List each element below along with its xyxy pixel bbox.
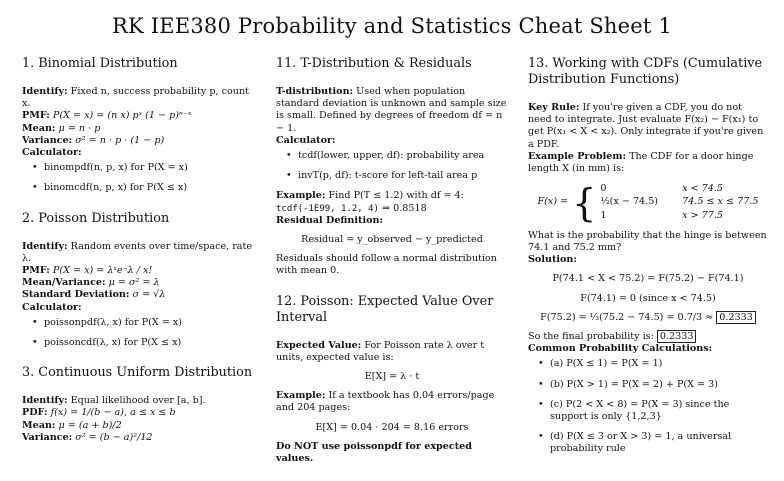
residual-note: Residuals should follow a normal distribution with mean 0.: [276, 253, 497, 277]
case-expr: 1: [600, 209, 607, 221]
example-problem-label: Example Problem:: [528, 150, 627, 162]
list-item: • binompdf(n, p, x) for P(X = x): [44, 162, 259, 174]
calculator-label: [22, 302, 259, 314]
left-brace-icon: {: [572, 180, 597, 225]
section-poisson-expected-value: [276, 294, 508, 466]
cdf-cases: [600, 183, 758, 222]
residual-label-text: Residual Definition:: [276, 214, 384, 226]
list-item: • (c) P(2 < X < 8) = P(X = 3) since the support is only {1,2,3}: [550, 399, 768, 423]
list-item: • tcdf(lower, upper, df): probability area: [298, 150, 508, 162]
column-2: [276, 56, 508, 481]
example-label: Example:: [276, 390, 326, 402]
warning-text: Do NOT use poissonpdf for expected values.: [276, 440, 472, 465]
cdf-lhs: F(x) =: [537, 196, 569, 208]
meanvar-label: Mean/Variance:: [22, 277, 106, 289]
example-formula: E[X] = 0.04 · 204 = 8.16 errors: [315, 421, 469, 433]
ev-formula: E[X] = λ · t: [364, 371, 420, 383]
section-poisson: [22, 211, 259, 350]
example-line: [276, 390, 508, 414]
boxed-answer: 0.2333: [716, 311, 756, 324]
variance-label: Variance:: [22, 431, 73, 443]
tdist-text: Used when population standard deviation is unknown and sample size is small. Defined by degrees of freedom df = n − 1.: [276, 86, 507, 134]
pdf-label: PDF:: [22, 407, 48, 419]
key-rule-label: Key Rule:: [528, 102, 580, 113]
pmf-label: PMF:: [22, 110, 50, 122]
boxed-final-answer: 0.2333: [657, 330, 697, 343]
mean-line: [22, 420, 259, 432]
list-item: • (b) P(X > 1) = P(X = 2) + P(X = 3): [550, 379, 768, 391]
variance-label: Variance:: [22, 134, 73, 146]
section-heading: 13. Working with CDFs (Cumulative Distribution Functions): [528, 56, 763, 87]
calculator-list: [22, 317, 259, 349]
calculator-label: [276, 135, 508, 147]
identify-label: Identify:: [22, 395, 68, 407]
pdf-formula: f(x) = 1/(b − a), a ≤ x ≤ b: [50, 407, 176, 419]
common-calc-label-text: Common Probability Calculations:: [528, 343, 713, 355]
section-uniform: [22, 365, 259, 444]
column-1: [22, 56, 259, 460]
section-heading: 12. Poisson: Expected Value Over Interval: [276, 293, 494, 325]
pdf-line: [22, 407, 259, 419]
calculator-list: [22, 162, 259, 194]
final-text: So the final probability is:: [528, 331, 654, 343]
identify-label: Identify:: [22, 86, 68, 97]
example-code-line: [276, 203, 508, 215]
ev-paragraph: [276, 340, 508, 364]
example-code: tcdf(-1E99, 1.2, 4): [276, 203, 379, 214]
case-cond: x > 77.5: [682, 209, 723, 221]
calculator-label: [22, 147, 259, 159]
section-heading: 2. Poisson Distribution: [22, 210, 170, 226]
case-expr: ½(x − 74.5): [600, 196, 659, 208]
residual-formula: Residual = y_observed − y_predicted: [301, 234, 483, 246]
variance-formula: σ² = n · p · (1 − p): [75, 134, 165, 146]
section-t-distribution: [276, 56, 508, 278]
identify-text: Fixed n, success probability p, count x.: [22, 86, 249, 110]
warning-line: [276, 441, 508, 465]
key-rule-paragraph: [528, 102, 768, 151]
example-problem-text: The CDF for a door hinge length X (in mm) is:: [528, 150, 754, 175]
solution-label: [528, 254, 768, 266]
list-item: • invT(p, df): t-score for left-tail area p: [298, 170, 508, 182]
mean-formula: μ = (a + b)/2: [58, 419, 122, 431]
calculator-label-text: Calculator:: [276, 134, 336, 146]
case-cond: 74.5 ≤ x ≤ 77.5: [682, 196, 759, 208]
identify-line: [22, 241, 259, 265]
variance-line: [22, 135, 259, 147]
list-item: • poissonpdf(λ, x) for P(X = x): [44, 317, 259, 329]
question-text: What is the probability that the hinge is between 74.1 and 75.2 mm?: [528, 229, 767, 254]
mean-line: [22, 123, 259, 135]
section-heading: 3. Continuous Uniform Distribution: [22, 365, 253, 381]
example-text: If a textbook has 0.04 errors/page and 204 pages:: [276, 390, 495, 414]
common-calc-label: [528, 343, 768, 355]
solution-line-1: P(74.1 < X < 75.2) = F(75.2) − F(74.1): [552, 273, 744, 285]
pmf-line: [22, 110, 259, 122]
pmf-formula: P(X = x) = (n x) pˣ (1 − p)ⁿ⁻ˣ: [52, 110, 192, 122]
pmf-formula: P(X = x) = λˣe⁻λ / x!: [52, 265, 153, 277]
calculator-label-text: Calculator:: [22, 147, 82, 159]
example-text: Find P(T ≤ 1.2) with df = 4:: [328, 190, 464, 202]
solution-line-3: [528, 312, 768, 324]
sd-label: Standard Deviation:: [22, 289, 130, 301]
identify-text: Equal likelihood over [a, b].: [70, 395, 206, 407]
identify-line: [22, 395, 259, 407]
residual-label: [276, 215, 508, 227]
solution-line-3-text: F(75.2) = ⅓(75.2 − 74.5) = 0.7/3 ≈: [540, 311, 714, 323]
variance-line: [22, 432, 259, 444]
mean-formula: μ = n · p: [58, 122, 101, 134]
pmf-label: PMF:: [22, 265, 50, 277]
ev-label: Expected Value:: [276, 339, 362, 351]
calculator-label-text: Calculator:: [22, 301, 82, 313]
section-binomial: [22, 56, 259, 195]
final-line: [528, 331, 768, 343]
list-item: • (d) P(X ≤ 3 or X > 3) = 1, a universal probability rule: [550, 431, 768, 455]
example-result: ⇒ 0.8518: [382, 202, 427, 214]
solution-line-2: F(74.1) = 0 (since x < 74.5): [580, 292, 716, 304]
example-problem-paragraph: [528, 151, 768, 175]
list-item: • binomcdf(n, p, x) for P(X ≤ x): [44, 182, 259, 194]
ev-text: For Poisson rate λ over t units, expected value is:: [276, 339, 485, 363]
list-item: • (a) P(X ≤ 1) = P(X = 1): [550, 358, 768, 370]
identify-label: Identify:: [22, 240, 68, 252]
example-line: [276, 190, 508, 202]
meanvar-formula: μ = σ² = λ: [108, 277, 160, 289]
sd-formula: σ = √λ: [132, 289, 166, 301]
key-rule-text: If you're given a CDF, you do not need to integrate. Just evaluate F(x₂) − F(x₁) to get P(x₁ < X < x₂). Only integrate if you're given a PDF.: [528, 102, 764, 150]
tdist-paragraph: [276, 86, 508, 135]
section-heading: 11. T-Distribution & Residuals: [276, 56, 472, 71]
variance-formula: σ² = (b − a)²/12: [75, 431, 153, 443]
common-calc-list: [528, 358, 768, 455]
piecewise-cdf: [528, 180, 768, 225]
page-title: RK IEE380 Probability and Statistics Cheat Sheet 1: [112, 14, 672, 38]
solution-label-text: Solution:: [528, 254, 577, 266]
tdist-label: T-distribution:: [276, 86, 354, 97]
case-cond: x < 74.5: [682, 183, 723, 195]
calculator-list: [276, 150, 508, 182]
column-3: [528, 56, 768, 464]
case-expr: 0: [600, 183, 607, 195]
sd-line: [22, 289, 259, 301]
example-label: Example:: [276, 190, 326, 202]
pmf-line: [22, 265, 259, 277]
identify-line: [22, 86, 259, 110]
mean-label: Mean:: [22, 419, 56, 431]
section-heading: 1. Binomial Distribution: [22, 56, 178, 71]
mean-label: Mean:: [22, 122, 56, 134]
identify-text: Random events over time/space, rate λ.: [22, 240, 253, 264]
meanvar-line: [22, 277, 259, 289]
list-item: • poissoncdf(λ, x) for P(X ≤ x): [44, 337, 259, 349]
